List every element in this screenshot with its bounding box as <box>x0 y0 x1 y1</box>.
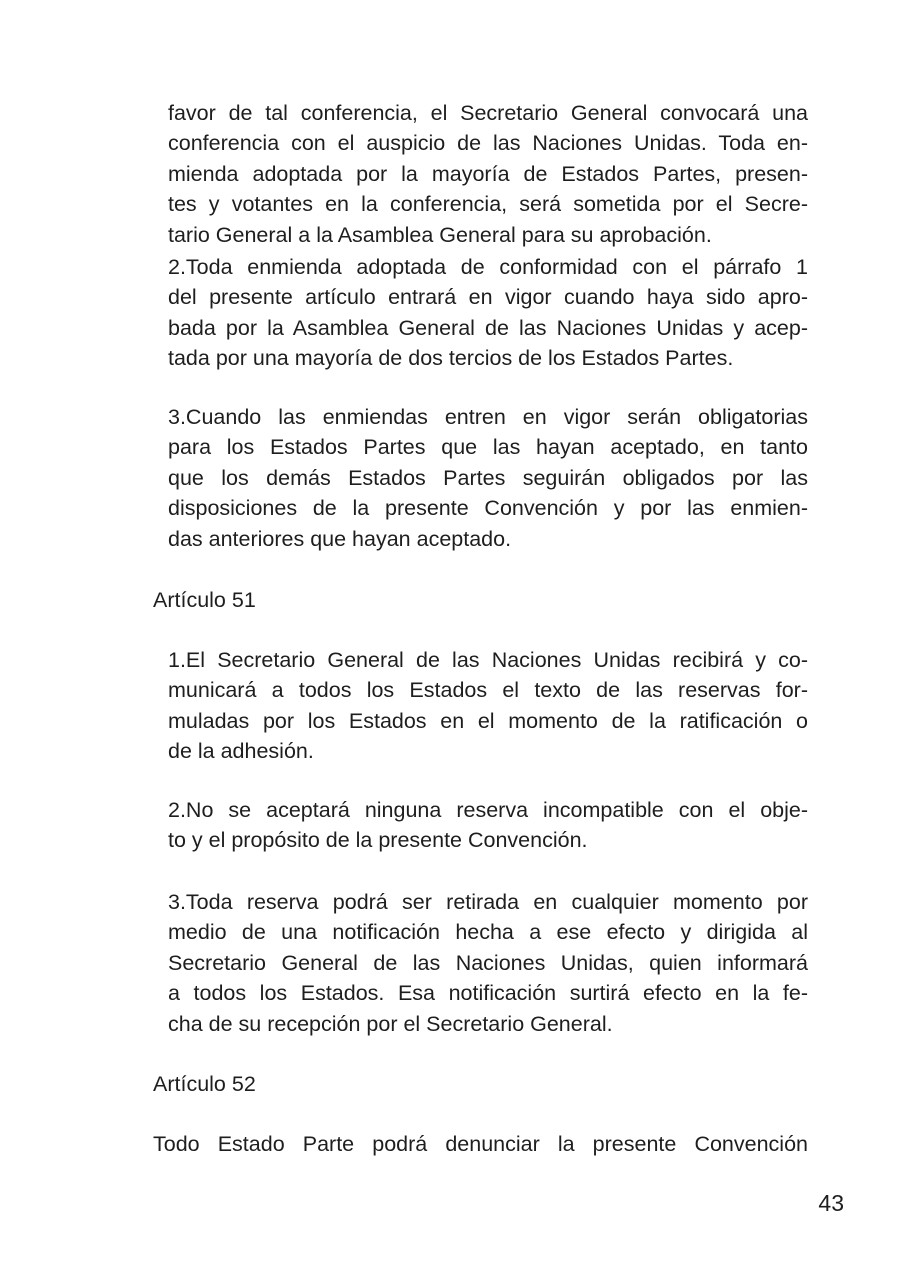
paragraph-art50-3 <box>168 402 808 554</box>
page-number: 43 <box>818 1190 844 1216</box>
paragraph-art51-2 <box>168 795 808 856</box>
heading-articulo-51: Artículo 51 <box>153 588 256 612</box>
text-line: que los demás Estados Partes seguirán obligados por las <box>168 465 808 490</box>
text-line: tario General a la Asamblea General para su aprobación. <box>168 222 712 247</box>
text-line: das anteriores que hayan aceptado. <box>168 526 512 551</box>
text-line: de la adhesión. <box>168 739 314 764</box>
text-line: a todos los Estados. Esa notificación surtirá efecto en la fe- <box>168 981 808 1006</box>
text-line: disposiciones de la presente Convención y por las enmien- <box>168 496 808 521</box>
text-line: 3.Cuando las enmiendas entren en vigor serán obligatorias <box>168 405 808 429</box>
text-line: tes y votantes en la conferencia, será sometida por el Secre- <box>168 192 808 217</box>
text-line: tada por una mayoría de dos tercios de los Estados Partes. <box>168 346 734 371</box>
text-line: 2.Toda enmienda adoptada de conformidad con el párrafo 1 <box>168 255 808 279</box>
text-line: muladas por los Estados en el momento de la ratificación o <box>168 708 808 733</box>
text-line: municará a todos los Estados el texto de las reservas for- <box>168 678 808 703</box>
text-line: Todo Estado Parte podrá denunciar la presente Convención <box>153 1132 808 1156</box>
text-line: para los Estados Partes que las hayan aceptado, en tanto <box>168 435 808 460</box>
text-line: 3.Toda reserva podrá ser retirada en cualquier momento por <box>168 890 808 914</box>
paragraph-art51-3 <box>168 887 808 1039</box>
text-line: to y el propósito de la presente Convención. <box>168 828 588 853</box>
text-line: favor de tal conferencia, el Secretario General convocará una <box>168 101 808 125</box>
text-line: bada por la Asamblea General de las Naciones Unidas y acep- <box>168 315 808 340</box>
text-line: Secretario General de las Naciones Unidas, quien informará <box>168 950 808 975</box>
text-line: 1.El Secretario General de las Naciones Unidas recibirá y co- <box>168 648 808 672</box>
text-line: medio de una notificación hecha a ese efecto y dirigida al <box>168 920 808 945</box>
heading-articulo-52: Artículo 52 <box>153 1072 256 1096</box>
text-line: cha de su recepción por el Secretario General. <box>168 1011 613 1036</box>
paragraph-art51-1 <box>168 645 808 767</box>
paragraph-art50-2 <box>168 252 808 374</box>
text-line: del presente artículo entrará en vigor cuando haya sido apro- <box>168 285 808 310</box>
paragraph-art50-cont <box>168 98 808 250</box>
text-line: conferencia con el auspicio de las Naciones Unidas. Toda en- <box>168 131 808 156</box>
text-line: 2.No se aceptará ninguna reserva incompatible con el obje- <box>168 798 808 822</box>
text-line: mienda adoptada por la mayoría de Estados Partes, presen- <box>168 161 808 186</box>
paragraph-art52 <box>153 1129 808 1159</box>
